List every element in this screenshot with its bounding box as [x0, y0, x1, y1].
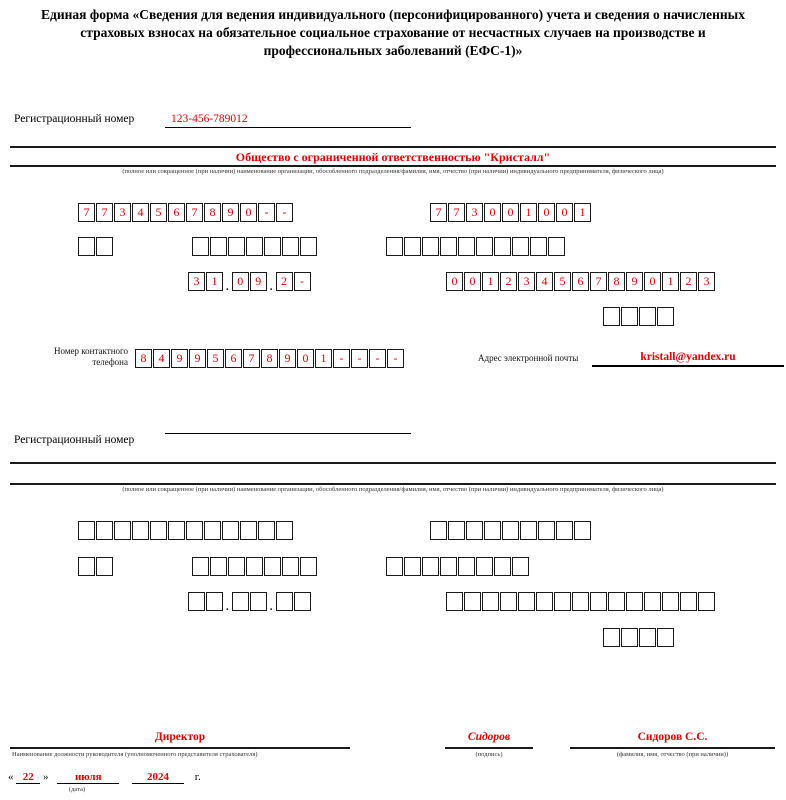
form-cell[interactable]: 3 [698, 272, 715, 291]
form-cell[interactable] [518, 592, 535, 611]
form-cell[interactable] [386, 237, 403, 256]
form-cell[interactable]: 7 [448, 203, 465, 222]
form-cell[interactable]: 8 [204, 203, 221, 222]
form-cell[interactable] [96, 521, 113, 540]
s2-code7-cells [192, 557, 317, 576]
registration-number-label: Регистрационный номер [14, 113, 135, 125]
form-cell[interactable] [78, 521, 95, 540]
form-cell[interactable] [192, 237, 209, 256]
form-cell[interactable]: 1 [662, 272, 679, 291]
form-cell[interactable] [502, 521, 519, 540]
s2-code8-cells [386, 557, 529, 576]
form-cell[interactable] [621, 628, 638, 647]
form-cell[interactable]: 5 [554, 272, 571, 291]
form-cell[interactable]: 3 [188, 272, 205, 291]
form-cell[interactable] [448, 521, 465, 540]
org-name-value[interactable]: Общество с ограниченной ответственностью "Кристалл" [235, 150, 551, 164]
form-cell[interactable] [538, 521, 555, 540]
form-cell[interactable]: - [369, 349, 386, 368]
form-cell[interactable] [608, 592, 625, 611]
form-cell[interactable] [276, 592, 293, 611]
form-cell[interactable]: 0 [446, 272, 463, 291]
form-cell[interactable] [484, 521, 501, 540]
s1-okved-field [188, 272, 311, 291]
s2-ogrnip-cells [446, 592, 715, 611]
form-cell[interactable]: 0 [556, 203, 573, 222]
form-cell[interactable]: 3 [518, 272, 535, 291]
form-cell[interactable] [500, 592, 517, 611]
form-cell[interactable]: 0 [502, 203, 519, 222]
form-cell[interactable] [554, 592, 571, 611]
form-cell[interactable] [603, 307, 620, 326]
org-band-bottom-rule [10, 165, 776, 167]
fio-caption: (фамилия, имя, отчество (при наличии)) [616, 751, 729, 758]
s2-okved-part1 [188, 592, 223, 611]
form-cell[interactable] [548, 237, 565, 256]
form-cell[interactable] [512, 237, 529, 256]
s1-ogrnip-cells [446, 272, 715, 291]
form-cell[interactable]: 1 [482, 272, 499, 291]
form-cell[interactable] [657, 307, 674, 326]
form-cell[interactable]: 3 [114, 203, 131, 222]
s1-code7-cells [192, 237, 317, 256]
form-cell[interactable] [188, 592, 205, 611]
form-cell[interactable] [556, 521, 573, 540]
form-cell[interactable]: 6 [225, 349, 242, 368]
s2-okved-part3 [276, 592, 311, 611]
signature-value[interactable]: Сидоров [467, 731, 511, 743]
form-cell[interactable]: 1 [520, 203, 537, 222]
form-cell[interactable] [206, 592, 223, 611]
form-cell[interactable]: 1 [206, 272, 223, 291]
year-suffix: г. [194, 771, 201, 783]
s1-okved-part2 [232, 272, 267, 291]
form-cell[interactable]: 4 [153, 349, 170, 368]
okved-dot-icon: . [269, 281, 273, 293]
form-cell[interactable] [210, 557, 227, 576]
form-cell[interactable] [114, 521, 131, 540]
form-cell[interactable] [662, 592, 679, 611]
form-cell[interactable]: 0 [484, 203, 501, 222]
form-cell[interactable] [476, 237, 493, 256]
phone-label: Номер контактного телефона [53, 346, 128, 367]
registration-number-value[interactable] [165, 112, 411, 128]
form-cell[interactable]: 9 [626, 272, 643, 291]
form-cell[interactable]: 7 [186, 203, 203, 222]
s1-inn-cells [78, 203, 293, 222]
form-cell[interactable]: 7 [78, 203, 95, 222]
form-cell[interactable]: 5 [207, 349, 224, 368]
org-band-bottom-rule-2 [10, 483, 776, 485]
form-cell[interactable] [294, 592, 311, 611]
form-cell[interactable] [440, 237, 457, 256]
form-cell[interactable] [246, 237, 263, 256]
form-cell[interactable] [386, 557, 403, 576]
date-caption: (дата) [68, 786, 86, 793]
form-cell[interactable] [300, 557, 317, 576]
form-cell[interactable]: - [387, 349, 404, 368]
date-row [8, 771, 201, 784]
position-caption: Наименование должности руководителя (уполномоченного представителя страхователя) [12, 751, 258, 758]
s1-kpp-cells [430, 203, 591, 222]
form-cell[interactable] [300, 237, 317, 256]
form-cell[interactable] [536, 592, 553, 611]
date-month-value[interactable]: июля [57, 771, 119, 784]
okved-dot-icon: . [226, 281, 229, 293]
form-cell[interactable]: - [294, 272, 311, 291]
form-cell[interactable]: 9 [279, 349, 296, 368]
form-cell[interactable] [590, 592, 607, 611]
form-cell[interactable]: - [276, 203, 293, 222]
form-cell[interactable]: 1 [315, 349, 332, 368]
form-cell[interactable] [644, 592, 661, 611]
form-cell[interactable] [276, 521, 293, 540]
form-cell[interactable] [222, 521, 239, 540]
form-cell[interactable]: 0 [232, 272, 249, 291]
form-cell[interactable] [512, 557, 529, 576]
s2-inn-cells [78, 521, 293, 540]
form-cell[interactable] [404, 237, 421, 256]
form-cell[interactable]: 6 [572, 272, 589, 291]
form-cell[interactable]: 4 [132, 203, 149, 222]
registration-number-text: 123-456-789012 [171, 113, 248, 125]
form-cell[interactable] [168, 521, 185, 540]
signature-rule [445, 747, 533, 749]
form-cell[interactable] [150, 521, 167, 540]
s1-code2-cells [78, 237, 113, 256]
form-cell[interactable] [440, 557, 457, 576]
form-cell[interactable] [698, 592, 715, 611]
form-cell[interactable] [228, 237, 245, 256]
form-cell[interactable] [422, 237, 439, 256]
form-cell[interactable]: 2 [680, 272, 697, 291]
phone-cells [135, 349, 404, 368]
form-cell[interactable] [282, 237, 299, 256]
form-cell[interactable] [264, 557, 281, 576]
form-cell[interactable] [96, 237, 113, 256]
form-cell[interactable] [680, 592, 697, 611]
form-cell[interactable] [204, 521, 221, 540]
org-name-caption-2: (полное или сокращенное (при наличии) наименование организации, обособленного подразделения/фамилия, имя, отчество (при наличии) индивидуального предпринимателя, физического лица) [122, 486, 664, 493]
org-band-top-rule-2 [10, 462, 776, 464]
form-cell[interactable]: - [333, 349, 350, 368]
fio-rule [570, 747, 775, 749]
form-cell[interactable] [520, 521, 537, 540]
form-cell[interactable] [264, 237, 281, 256]
form-cell[interactable]: 0 [240, 203, 257, 222]
close-quote: » [43, 771, 49, 783]
email-label: Адрес электронной почты [478, 353, 579, 363]
form-cell[interactable]: - [258, 203, 275, 222]
form-cell[interactable] [464, 592, 481, 611]
form-cell[interactable] [530, 237, 547, 256]
s2-okved-part2 [232, 592, 267, 611]
form-cell[interactable]: 5 [150, 203, 167, 222]
form-cell[interactable] [96, 557, 113, 576]
date-day-value[interactable]: 22 [16, 771, 40, 784]
form-cell[interactable] [186, 521, 203, 540]
email-value[interactable] [592, 350, 784, 367]
form-cell[interactable]: 4 [536, 272, 553, 291]
form-cell[interactable] [657, 628, 674, 647]
form-cell[interactable]: 6 [168, 203, 185, 222]
registration-number-value-2[interactable] [165, 433, 411, 434]
form-cell[interactable] [621, 307, 638, 326]
date-year-value[interactable]: 2024 [132, 771, 184, 784]
form-cell[interactable]: 0 [538, 203, 555, 222]
form-cell[interactable] [250, 592, 267, 611]
form-cell[interactable]: 7 [96, 203, 113, 222]
s2-okved-field [188, 592, 311, 611]
s2-code2-cells [78, 557, 113, 576]
form-cell[interactable] [258, 521, 275, 540]
s2-extra-code-cells [603, 628, 674, 647]
form-cell[interactable]: 0 [464, 272, 481, 291]
form-cell[interactable] [210, 237, 227, 256]
form-cell[interactable] [466, 521, 483, 540]
position-value[interactable]: Директор [154, 731, 206, 743]
form-cell[interactable]: 8 [608, 272, 625, 291]
form-cell[interactable]: 9 [189, 349, 206, 368]
registration-number-label-2: Регистрационный номер [14, 434, 135, 446]
form-cell[interactable]: 0 [297, 349, 314, 368]
s1-code10-cells [386, 237, 565, 256]
form-cell[interactable] [476, 557, 493, 576]
form-cell[interactable] [482, 592, 499, 611]
form-cell[interactable] [246, 557, 263, 576]
form-cell[interactable]: 3 [466, 203, 483, 222]
fio-value[interactable]: Сидоров С.С. [637, 731, 708, 743]
form-cell[interactable] [626, 592, 643, 611]
position-rule [10, 747, 350, 749]
form-cell[interactable] [458, 557, 475, 576]
form-title: Единая форма «Сведения для ведения индивидуального (персонифицированного) учета и сведения о начисленных страховых взносах на обязательное социальное страхование от несчастных случаев на производстве и профессиональных заболеваний (ЕФС-1)» [41, 7, 745, 58]
okved-dot-icon: . [226, 601, 229, 613]
s1-extra-code-cells [603, 307, 674, 326]
org-band-top-rule [10, 146, 776, 148]
form-cell[interactable] [228, 557, 245, 576]
form-cell[interactable]: 9 [171, 349, 188, 368]
s1-okved-part1 [188, 272, 223, 291]
form-cell[interactable]: 9 [222, 203, 239, 222]
form-cell[interactable]: 1 [574, 203, 591, 222]
form-cell[interactable] [232, 592, 249, 611]
form-cell[interactable] [282, 557, 299, 576]
form-cell[interactable] [574, 521, 591, 540]
form-cell[interactable] [458, 237, 475, 256]
form-cell[interactable] [494, 557, 511, 576]
form-cell[interactable]: 2 [500, 272, 517, 291]
s1-okved-part3 [276, 272, 311, 291]
form-cell[interactable] [639, 307, 656, 326]
form-cell[interactable]: 7 [243, 349, 260, 368]
form-cell[interactable] [192, 557, 209, 576]
form-cell[interactable]: 7 [430, 203, 447, 222]
form-cell[interactable] [422, 557, 439, 576]
form-cell[interactable] [430, 521, 447, 540]
form-cell[interactable] [78, 237, 95, 256]
email-text: kristall@yandex.ru [640, 351, 736, 363]
form-cell[interactable]: 8 [261, 349, 278, 368]
form-cell[interactable]: 7 [590, 272, 607, 291]
signature-caption: (подпись) [475, 751, 503, 758]
open-quote: « [8, 771, 14, 783]
form-cell[interactable] [603, 628, 620, 647]
form-cell[interactable] [404, 557, 421, 576]
form-cell[interactable]: - [351, 349, 368, 368]
form-cell[interactable]: 0 [644, 272, 661, 291]
form-cell[interactable] [572, 592, 589, 611]
form-cell[interactable]: 8 [135, 349, 152, 368]
okved-dot-icon: . [269, 601, 273, 613]
form-cell[interactable] [240, 521, 257, 540]
s2-kpp-cells [430, 521, 591, 540]
form-cell[interactable] [639, 628, 656, 647]
form-cell[interactable] [494, 237, 511, 256]
form-cell[interactable] [446, 592, 463, 611]
form-cell[interactable] [132, 521, 149, 540]
org-name-caption: (полное или сокращенное (при наличии) наименование организации, обособленного подразделения/фамилия, имя, отчество (при наличии) индивидуального предпринимателя, физического лица) [122, 168, 664, 175]
form-cell[interactable]: 2 [276, 272, 293, 291]
form-cell[interactable] [78, 557, 95, 576]
form-cell[interactable]: 9 [250, 272, 267, 291]
